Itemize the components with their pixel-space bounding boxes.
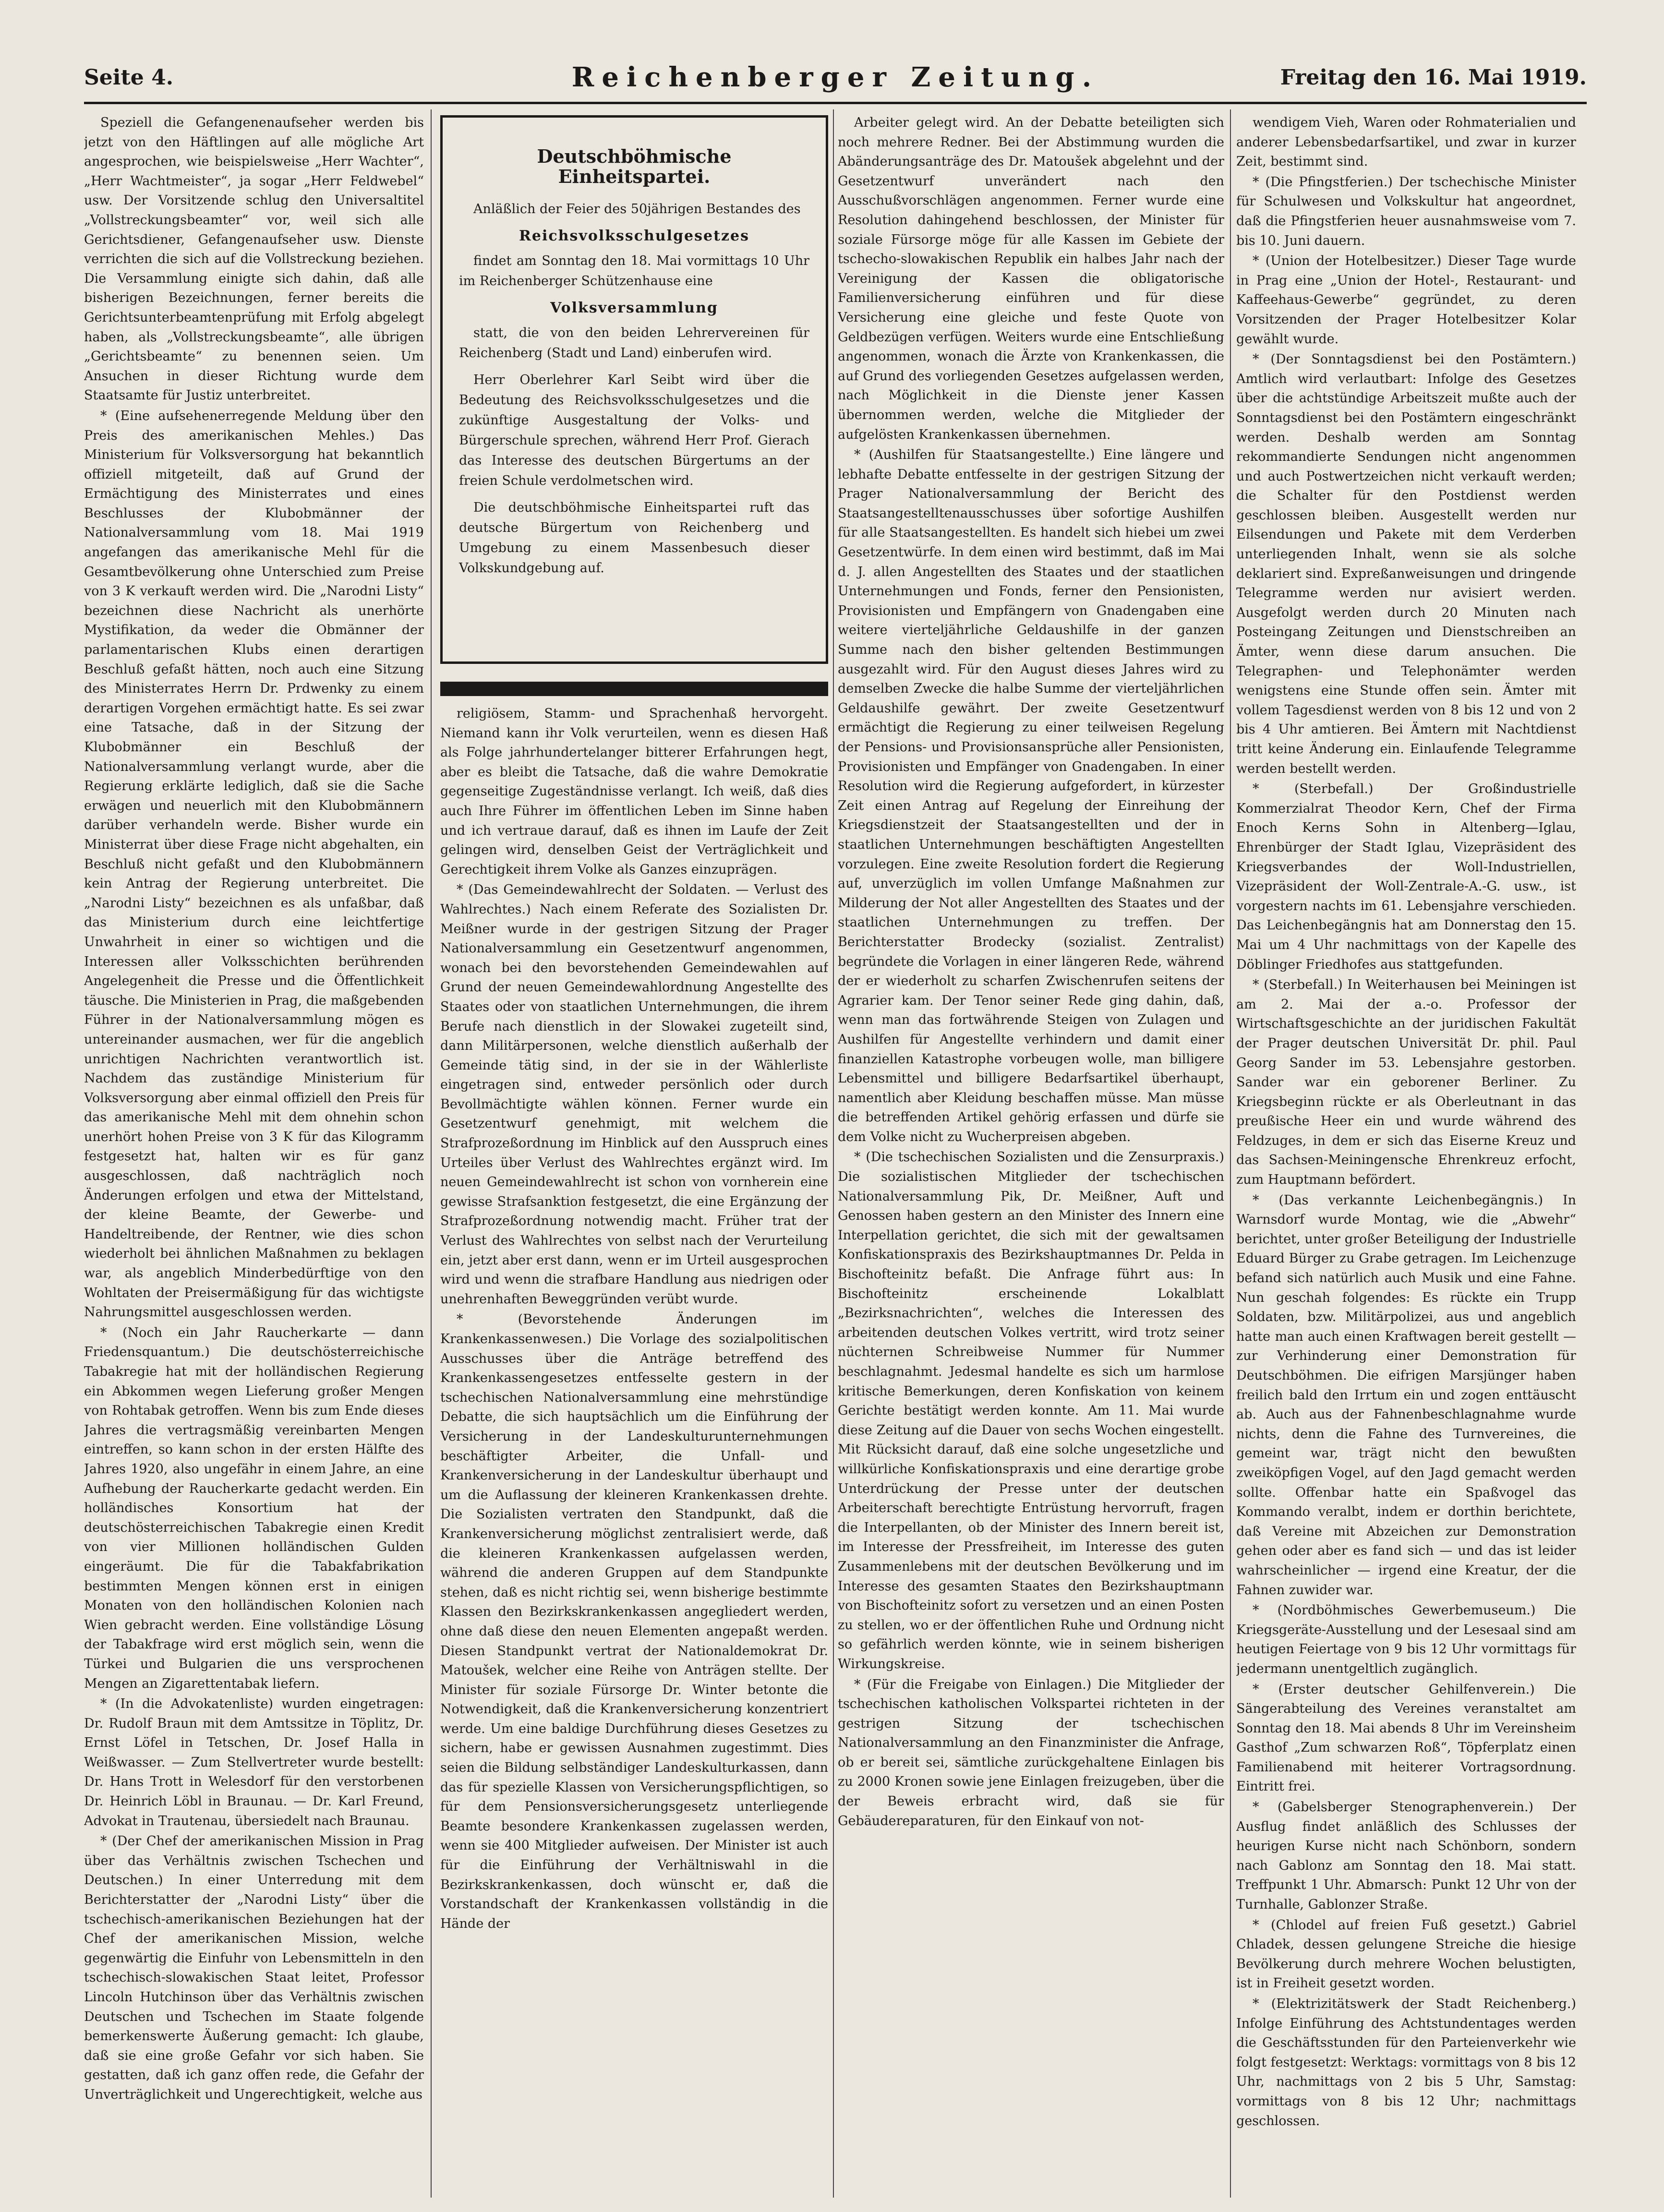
article-paragraph: * (Bevorstehende Änderungen im Krankenkassenwesen.) Die Vorlage des sozialpolitischen Ausschusses über die Anträge betreffend des Krankenkassengesetzes entfesselte gestern in der tschechischen Nationalversammlung eine mehrstündige Debatte, die sich hauptsächlich um die Einführung der Versicherung in der Landeskulturunternehmungen beschäftigter Arbeiter, die Unfall- und Krankenversicherung in der Landeskultur überhaupt und um die Auflassung der kleineren Krankenkassen drehte. Die Sozialisten vertraten den Standpunkt, daß die Krankenversicherung möglichst zentralisiert werde, daß die kleineren Krankenkassen aufgelassen werden, während die anderen Gruppen auf dem Standpunkte stehen, daß es nicht richtig sei, wenn bisherige bestimmte Klassen den Bezirkskrankenkassen angegliedert werden, ohne daß diese den neuen Elementen angepaßt werden. Diesen Standpunkt vertrat der Nationaldemokrat Dr. Matoušek, welcher eine Reihe von Anträgen stellte. Der Minister für soziale Fürsorge Dr. Winter betonte die Notwendigkeit, daß die Krankenversicherung konzentriert werde. Um eine baldige Durchführung dieses Gesetzes zu sichern, habe er gewissen Ausnahmen zugestimmt. Dies seien die Bildung selbständiger Landeskulturkassen, dann das für spezielle Klassen von Versicherungspflichtigen, so für dem Pensionsversicherungsgesetz unterliegende Beamte besondere Krankenkassen zugelassen werden, wenn sie 400 Mitglieder aufweisen. Der Minister ist auch für die Einführung der Verhältniswahl in die Bezirkskrankenkassen, doch wünscht er, daß die Vorstandschaft der Krankenkassen vollständig in die Hände der bbox=[440, 1312, 828, 1931]
announcement-text: statt, die von den beiden Lehrervereinen für Reichenberg (Stadt und Land) einberufen wird. bbox=[459, 325, 809, 361]
article-paragraph: * (Sterbefall.) Der Großindustrielle Kommerzialrat Theodor Kern, Chef der Firma Enoch Kerns Sohn in Altenberg—Iglau, Ehrenbürger der Stadt Iglau, Vizepräsident des Kriegsverbandes der Woll-Industriellen, Vizepräsident der Woll-Zentrale-A.-G. usw., ist vorgestern nachts im 61. Lebensjahre verschieden. Das Leichenbegängnis hat am Donnerstag den 15. Mai um 4 Uhr nachmittags von der Kapelle des Döblinger Friedhofes aus stattgefunden. bbox=[1236, 781, 1576, 972]
column-divider bbox=[431, 109, 432, 2198]
article-paragraph: * (Eine aufsehenerregende Meldung über den Preis des amerikanischen Mehles.) Das Ministerium für Volksversorgung hat bekanntlich offiziell mitgeteilt, daß auf Grund der Ermächtigung des Ministerrates und eines Beschlusses der Klubobmänner der Nationalversammlung vom 18. Mai 1919 angefangen das amerikanische Mehl für die Gesamtbevölkerung ohne Unterschied zum Preise von 3 K verkauft werden wird. Die „Narodni Listy“ bezeichnen diese Nachricht als unerhörte Mystifikation, da weder die Obmänner der parlamentarischen Klubs einen derartigen Beschluß gefaßt hätten, noch auch eine Sitzung des Ministerrates Herrn Dr. Prdwenky zu einem derartigen Vorgehen ermächtigt hatte. Es sei zwar eine Tatsache, daß in der Sitzung der Klubobmänner ein Beschluß der Nationalversammlung verlangt wurde, aber die Regierung erklärte lediglich, daß sie die Sache erwägen und neuerlich mit den Klubobmännern darüber verhandeln werde. Bisher wurde ein Ministerrat über diese Frage nicht abgehalten, ein Beschluß nicht gefaßt und den Klubobmännern kein Antrag der Regierung unterbreitet. Die „Narodni Listy“ bezeichnen es als unfaßbar, daß das Ministerium durch eine leichtfertige Unwahrheit in einer so wichtigen und die Interessen aller Volksschichten berührenden Angelegenheit die Presse und die Öffentlichkeit täusche. Die Ministerien in Prag, die maßgebenden Führer in der Nationalversammlung mögen es untereinander ausmachen, wer für die angeblich unrichtigen Nachrichten verantwortlich ist. Nachdem das zuständige Ministerium für Volksversorgung aber einmal offiziell den Preis für das amerikanische Mehl mit dem ohnehin schon unerhört hohen Preise von 3 K für das Kilogramm festgesetzt hat, halten wir es für ganz ausgeschlossen, daß nachträglich noch Änderungen erfolgen und etwa der Mittelstand, der kleine Beamte, der Gewerbe- und Handeltreibende, der Rentner, wie dies schon wiederholt bei ähnlichen Maßnahmen zu beklagen war, als angeblich Minderbedürftige von den Wohltaten der Preisermäßigung für das wichtigste Nahrungsmittel ausgeschlossen werden. bbox=[84, 408, 424, 1320]
announcement-text: findet am Sonntag den 18. Mai vormittags 10 Uhr im Reichenberger Schützenhause eine bbox=[459, 253, 809, 289]
column-1 bbox=[84, 113, 424, 2192]
article-paragraph: * (Der Sonntagsdienst bei den Postämtern.) Amtlich wird verlautbart: Infolge des Gesetzes über die achtstündige Arbeitszeit mußte auch der Sonntagsdienst bei den Postämtern eingeschränkt werden. Deshalb werden am Sonntag rekommandierte Sendungen nicht angenommen und auch Postwertzeichen nicht verkauft werden; die Schalter für den Postdienst werden geschlossen bleiben. Ausgestellt werden nur Eilsendungen und Pakete mit dem Verderben unterliegenden Inhalt, wenn sie als solche deklariert sind. Expreßanweisungen und dringende Telegramme werden nur avisiert werden. Ausgefolgt werden durch 20 Minuten nach Posteingang Zeitungen und Dienstschreiben an Ämter, wenn diese darum ansuchen. Die Telegraphen- und Telephonämter werden wenigstens eine Stunde offen sein. Ämter mit vollem Tagesdienst werden von 8 bis 12 und von 2 bis 4 Uhr amtieren. Bei Ämtern mit Nachtdienst tritt keine Änderung ein. Einlaufende Telegramme werden bestellt werden. bbox=[1236, 352, 1576, 776]
column-3 bbox=[838, 113, 1224, 2192]
section-bar bbox=[440, 682, 828, 696]
article-paragraph: * (Aushilfen für Staatsangestellte.) Eine längere und lebhafte Debatte entfesselte in der gestrigen Sitzung der Prager Nationalversammlung der Bericht des Staatsangestelltenausschusses über sofortige Aushilfen für alle Staatsangestellten. Es handelt sich hiebei um zwei Gesetzentwürfe. In dem einen wird bestimmt, daß im Mai d. J. allen Angestellten des Staates und der staatlichen Unternehmungen und Fonds, ferner den Pensionisten, Provisionisten und Empfängern von Gnadengaben eine weitere vierteljährliche Geldaushilfe in der ganzen Summe nach den bisher geltenden Bestimmungen ausgezahlt wird. Für den August dieses Jahres wird zu demselben Zwecke die halbe Summe der vierteljährlichen Geldaushilfe gewährt. Der zweite Gesetzentwurf ermächtigt die Regierung zu einer teilweisen Regelung der Pensions- und Provisionsansprüche aller Pensionisten, Provisionisten und Empfänger von Gnadengaben. In einer Resolution wird die Regierung aufgefordert, in kürzester Zeit einen Antrag auf Regelung der Einreihung der Kriegsdienstzeit der Staatsangestellten und der in staatlichen Unternehmungen beschäftigten Angestellten vorzulegen. Eine zweite Resolution fordert die Regierung auf, unverzüglich im vollen Umfange Maßnahmen zur Milderung der Not aller Angestellten des Staates und der staatlichen Unternehmungen zu treffen. Der Berichterstatter Brodecky (sozialist. Zentralist) begründete die Vorlagen in einer längeren Rede, während der er wiederholt zu scharfen Zwischenrufen seitens der Agrarier kam. Der Tenor seiner Rede ging dahin, daß, wenn man das fortwährende Steigen von Zulagen und Aushilfen für Angestellte verhindern und damit einer finanziellen Katastrophe vorbeugen wolle, man billigere Lebensmittel und billigere Bedarfsartikel überhaupt, namentlich aber Kleidung beschaffen müsse. Man müsse die betreffenden Artikel gehörig erfassen und dürfe sie dem Volke nicht zu Wucherpreisen abgeben. bbox=[838, 447, 1224, 1144]
article-paragraph: * (Nordböhmisches Gewerbemuseum.) Die Kriegsgeräte-Ausstellung und der Lesesaal sind am heutigen Feiertage von 9 bis 12 Uhr vormittags für jedermann unentgeltlich zugänglich. bbox=[1236, 1603, 1576, 1676]
article-paragraph: * (Union der Hotelbesitzer.) Dieser Tage wurde in Prag eine „Union der Hotel-, Restaurant- und Kaffeehaus-Gewerbe“ gegründet, zu deren Vorsitzenden der Prager Hotelbesitzer Kolar gewählt wurde. bbox=[1236, 253, 1576, 347]
masthead-rule bbox=[84, 102, 1587, 104]
article-paragraph: * (Sterbefall.) In Weiterhausen bei Meiningen ist am 2. Mai der a.-o. Professor der Wirtschaftsgeschichte an der juridischen Fakultät der Prager deutschen Universität Dr. phil. Paul Georg Sander im 53. Lebensjahre gestorben. Sander war ein geborener Berliner. Zu Kriegsbeginn rückte er als Oberleutnant in das preußische Heer ein und wurde während des Feldzuges, in dem er sich das Eiserne Kreuz und das Sachsen-Meiningensche Ehrenkreuz erfocht, zum Hauptmann befördert. bbox=[1236, 977, 1576, 1188]
article-paragraph: * (Für die Freigabe von Einlagen.) Die Mitglieder der tschechischen katholischen Volkspartei richteten in der gestrigen Sitzung der tschechischen Nationalversammlung an den Finanzminister die Anfrage, ob er bereit sei, sämtliche zurückgehaltene Einlagen bis zu 2000 Kronen sowie jene Einlagen freizugeben, über die der Beweis erbracht wird, daß sie für Gebäudereparaturen, für den Einkauf von not- bbox=[838, 1677, 1224, 1828]
article-paragraph: religiösem, Stamm- und Sprachenhaß hervorgeht. Niemand kann ihr Volk verurteilen, wenn es diesen Haß als Folge jahrhundertelanger bitterer Erfahrungen hegt, aber es bleibt die Tatsache, daß die wahre Demokratie gegenseitige Zugeständnisse verlangt. Ich weiß, daß dies auch Ihre Führer im öffentlichen Leben im Sinne haben und ich vertraue darauf, daß es ihnen im Laufe der Zeit gelingen wird, denselben Geist der Verträglichkeit und Gerechtigkeit ihrem Volke als Ganzes einzuprägen. bbox=[440, 706, 828, 877]
article-paragraph: * (Der Chef der amerikanischen Mission in Prag über das Verhältnis zwischen Tschechen und Deutschen.) In einer Unterredung mit dem Berichterstatter der „Narodni Listy“ über die tschechisch-amerikanischen Beziehungen hat der Chef der amerikanischen Mission, welche gegenwärtig die Einfuhr von Lebensmitteln in den tschechisch-slowakischen Staat leitet, Professor Lincoln Hutchinson über das Verhältnis zwischen Deutschen und Tschechen im Staate folgende bemerkenswerte Äußerung gemacht: Ich glaube, daß sie eine große Gefahr vor sich haben. Sie gestatten, daß ich ganz offen rede, die Gefahr der Unverträglichkeit und Ungerechtigkeit, welche aus bbox=[84, 1834, 424, 2102]
article-paragraph: * (Das verkannte Leichenbegängnis.) In Warnsdorf wurde Montag, wie die „Abwehr“ berichtet, unter großer Beteiligung der Industrielle Eduard Bürger zu Grabe getragen. Im Leichenzuge befand sich natürlich auch Musik und eine Fahne. Nun geschah folgendes: Es rückte ein Trupp Soldaten, bzw. Militärpolizei, aus und angeblich hatte man auch einen Kraftwagen bereit gestellt — zur Verhinderung einer Demonstration für Deutschböhmen. Die eifrigen Marsjünger haben freilich bald den Irrtum ein und zogen enttäuscht ab. Auch aus der Fahnenbeschlagnahme wurde nichts, denn die Fahne des Turnvereines, die gemeint war, trägt nicht den bewußten zweiköpfigen Vogel, auf den Jagd gemacht werden sollte. Offenbar hatte ein Spaßvogel das Kommando veralbt, indem er dorthin berichtete, daß Vereine mit Abzeichen zur Demonstration gehen oder aber es fand sich — und das ist leider wahrscheinlicher — irgend eine Kreatur, der die Fahnen zuwider war. bbox=[1236, 1192, 1576, 1598]
announcement-subtitle: Volksversammlung bbox=[550, 300, 718, 316]
article-paragraph: * (Die Pfingstferien.) Der tschechische Minister für Schulwesen und Volkskultur hat angeordnet, daß die Pfingstferien heuer ausnahmsweise vom 7. bis 10. Juni dauern. bbox=[1236, 174, 1576, 248]
article-paragraph: * (Chlodel auf freien Fuß gesetzt.) Gabriel Chladek, dessen gelungene Streiche die hiesige Bevölkerung durch mehrere Wochen belustigten, ist in Freiheit gesetzt worden. bbox=[1236, 1917, 1576, 1991]
article-paragraph: Speziell die Gefangenenaufseher werden bis jetzt von den Häftlingen auf alle mögliche Art angesprochen, wie beispielsweise „Herr Wachter“, „Herr Wachtmeister“, ja sogar „Herr Feldwebel“ usw. Der Vorsitzende schlug den Universaltitel „Vollstreckungsbeamter“ vor, weil sich alle Gerichtsdiener, Gefangenaufseher usw. Dienste verrichten die sich auf die Vollstreckung beziehen. Die Versammlung einigte sich dahin, daß alle bisherigen Bezeichnungen, ferner bereits die Gerichtsunterbeamtenprüfung mit Erfolg abgelegt haben, als „Vollstreckungsbeamte“, alle übrigen „Gerichtsbeamte“ zu benennen seien. Um Ansuchen in dieser Richtung wurde dem Staatsamte für Justiz unterbreitet. bbox=[84, 115, 424, 403]
announcement-text: Die deutschböhmische Einheitspartei ruft das deutsche Bürgertum von Reichenberg und Umgebung zu einem Massenbesuch dieser Volkskundgebung auf. bbox=[459, 500, 809, 576]
announcement-intro: Anläßlich der Feier des 50jährigen Bestandes des bbox=[473, 202, 801, 216]
masthead bbox=[84, 61, 1587, 100]
article-paragraph: wendigem Vieh, Waren oder Rohmaterialien und anderer Lebensbedarfsartikel, und zwar in kurzer Zeit, bestimmt sind. bbox=[1236, 115, 1576, 169]
newspaper-title: Reichenberger Zeitung. bbox=[571, 61, 1099, 93]
article-paragraph: * (In die Advokatenliste) wurden eingetragen: Dr. Rudolf Braun mit dem Amtssitze in Töplitz, Dr. Ernst Löfel in Tetschen, Dr. Josef Halla in Weißwasser. — Zum Stellvertreter wurde bestellt: Dr. Hans Trott in Welesdorf für den verstorbenen Dr. Heinrich Löbl in Braunau. — Dr. Karl Freund, Advokat in Trautenau, übersiedelt nach Braunau. bbox=[84, 1696, 424, 1828]
column-divider bbox=[833, 109, 834, 2198]
article-paragraph: Arbeiter gelegt wird. An der Debatte beteiligten sich noch mehrere Redner. Bei der Abstimmung wurden die Abänderungsanträge des Dr. Matoušek abgelehnt und der Gesetzentwurf unverändert nach den Ausschußvorschlägen angenommen. Ferner wurde eine Resolution dahingehend beschlossen, der Minister für soziale Fürsorge möge für alle Kassen im Gebiete der tschecho-slowakischen Republik ein halbes Jahr nach der Vereinigung der Kassen die obligatorische Familienversicherung einführen und für diese Versicherung eine gleiche und feste Quote von Geldbezügen verfügen. Weiters wurde eine Entschließung angenommen, wonach die Ärzte von Krankenkassen, die auf Grund des vorliegenden Gesetzes aufgelassen werden, nach Möglichkeit in die Dienste jener Kassen übernommen werden, welche die Mitglieder der aufgelösten Krankenkassen übernehmen. bbox=[838, 115, 1224, 442]
article-paragraph: * (Erster deutscher Gehilfenverein.) Die Sängerabteilung des Vereines veranstaltet am Sonntag den 18. Mai abends 8 Uhr im Vereinsheim Gasthof „Zum schwarzen Roß“, Töpferplatz einen Familienabend mit heiterer Vortragsordnung. Eintritt frei. bbox=[1236, 1682, 1576, 1794]
announcement-subtitle: Reichsvolksschulgesetzes bbox=[519, 228, 749, 244]
issue-date: Freitag den 16. Mai 1919. bbox=[1280, 65, 1587, 90]
announcement-title: Deutschböhmische Einheitspartei. bbox=[537, 145, 732, 187]
announcement-box bbox=[440, 115, 828, 664]
article-paragraph: * (Die tschechischen Sozialisten und die Zensurpraxis.) Die sozialistischen Mitglieder der tschechischen Nationalversammlung Pik, Dr. Meißner, Auft und Genossen haben gestern an den Minister des Innern eine Interpellation gerichtet, die sich mit der gewaltsamen Konfiskationspraxis des Bezirkshauptmannes Dr. Pelda in Bischofteinitz befaßt. Die Anfrage führt aus: In Bischofteinitz erscheinende Lokalblatt „Bezirksnachrichten“, welches die Interessen des arbeitenden deutschen Volkes vertritt, wird trotz seiner nüchternen Schreibweise Nummer für Nummer beschlagnahmt. Jedesmal handelte es sich um harmlose kritische Bemerkungen, deren Konfiskation von keinem Gerichte bestätigt werden konnte. Am 11. Mai wurde diese Zeitung auf die Dauer von sechs Wochen eingestellt. Mit Rücksicht darauf, daß eine solche ungesetzliche und willkürliche Konfiskationspraxis und eine derartige grobe Unterdrückung der Presse unter der deutschen Arbeiterschaft berechtigte Entrüstung hervorruft, fragen die Interpellanten, ob der Minister des Innern bereit ist, im Interesse der Pressfreiheit, im Interesse des guten Zusammenlebens mit der deutschen Bevölkerung und im Interesse des gesamten Staates den Bezirkshauptmann von Bischofteinitz sofort zu versetzen und an einen Posten zu stellen, wo er der öffentlichen Ruhe und Ordnung nicht so gefährlich werden könnte, wie in seinem bisherigen Wirkungskreise. bbox=[838, 1150, 1224, 1671]
column-2 bbox=[440, 704, 828, 2192]
column-divider bbox=[1230, 109, 1231, 2198]
article-paragraph: * (Das Gemeindewahlrecht der Soldaten. — Verlust des Wahlrechtes.) Nach einem Referate des Sozialisten Dr. Meißner wurde in der gestrigen Sitzung der Prager Nationalversammlung ein Gesetzentwurf angenommen, wonach bei den bevorstehenden Gemeindewahlen auf Grund der neuen Gemeindewahlordnung Angestellte des Staates oder von staatlichen Unternehmungen, die ihrem Berufe nach dienstlich in der Slowakei zugeteilt sind, dann Militärpersonen, welche dienstlich außerhalb der Gemeinde tätig sind, in der sie in der Wählerliste eingetragen sind, entweder persönlich oder durch Bevollmächtigte wählen können. Ferner wurde ein Gesetzentwurf genehmigt, mit welchem die Strafprozeßordnung im Hinblick auf den Ausspruch eines Urteiles über Verlust des Wahlrechtes ergänzt wird. Im neuen Gemeindewahlrecht ist schon von vornherein eine gewisse Strafsanktion festgesetzt, die eine Ergänzung der Strafprozeßordnung notwendig macht. Früher trat der Verlust des Wahlrechtes von selbst nach der Verurteilung ein, jetzt aber erst dann, wenn er im Urteil ausgesprochen wird und wenn die strafbare Handlung aus niedrigen oder unehrenhaften Beweggründen verübt wurde. bbox=[440, 882, 828, 1307]
article-paragraph: * (Elektrizitätswerk der Stadt Reichenberg.) Infolge Einführung des Achtstundentages werden die Geschäftsstunden für den Parteienverkehr wie folgt festgesetzt: Werktags: vormittags von 8 bis 12 Uhr, nachmittags von 2 bis 5 Uhr, Samstag: vormittags von 8 bis 12 Uhr; nachmittags geschlossen. bbox=[1236, 1996, 1576, 2128]
announcement-text: Herr Oberlehrer Karl Seibt wird über die Bedeutung des Reichsvolksschulgesetzes und die zukünftige Ausgestaltung der Volks- und Bürgerschule sprechen, während Herr Prof. Gierach das Interesse des deutschen Bürgertums an der freien Schule verdolmetschen wird. bbox=[459, 373, 809, 488]
article-paragraph: * (Gabelsberger Stenographenverein.) Der Ausflug findet anläßlich des Schlusses der heurigen Kurse nicht nach Schönborn, sondern nach Gablonz am Sonntag den 18. Mai statt. Treffpunkt 1 Uhr. Abmarsch: Punkt 12 Uhr von der Turnhalle, Gablonzer Straße. bbox=[1236, 1800, 1576, 1912]
article-paragraph: * (Noch ein Jahr Raucherkarte — dann Friedensquantum.) Die deutschösterreichische Tabakregie hat mit der holländischen Regierung ein Abkommen wegen Lieferung großer Mengen von Rohtabak getroffen. Wenn bis zum Ende dieses Jahres die vertragsmäßig vereinbarten Mengen eintreffen, so kann schon in der ersten Hälfte des Jahres 1920, also ungefähr in einem Jahre, an eine Aufhebung der Raucherkarte gedacht werden. Ein holländisches Konsortium hat der deutschösterreichischen Tabakregie einen Kredit von vier Millionen holländischen Gulden eingeräumt. Die für die Tabakfabrikation bestimmten Mengen können erst in einigen Monaten von den holländischen Kolonien nach Wien gebracht werden. Eine vollständige Lösung der Tabakfrage wird erst möglich sein, wenn die Türkei und Bulgarien die uns versprochenen Mengen an Zigarettentabak liefern. bbox=[84, 1325, 424, 1691]
page-number: Seite 4. bbox=[84, 65, 174, 90]
column-4 bbox=[1236, 113, 1576, 2192]
